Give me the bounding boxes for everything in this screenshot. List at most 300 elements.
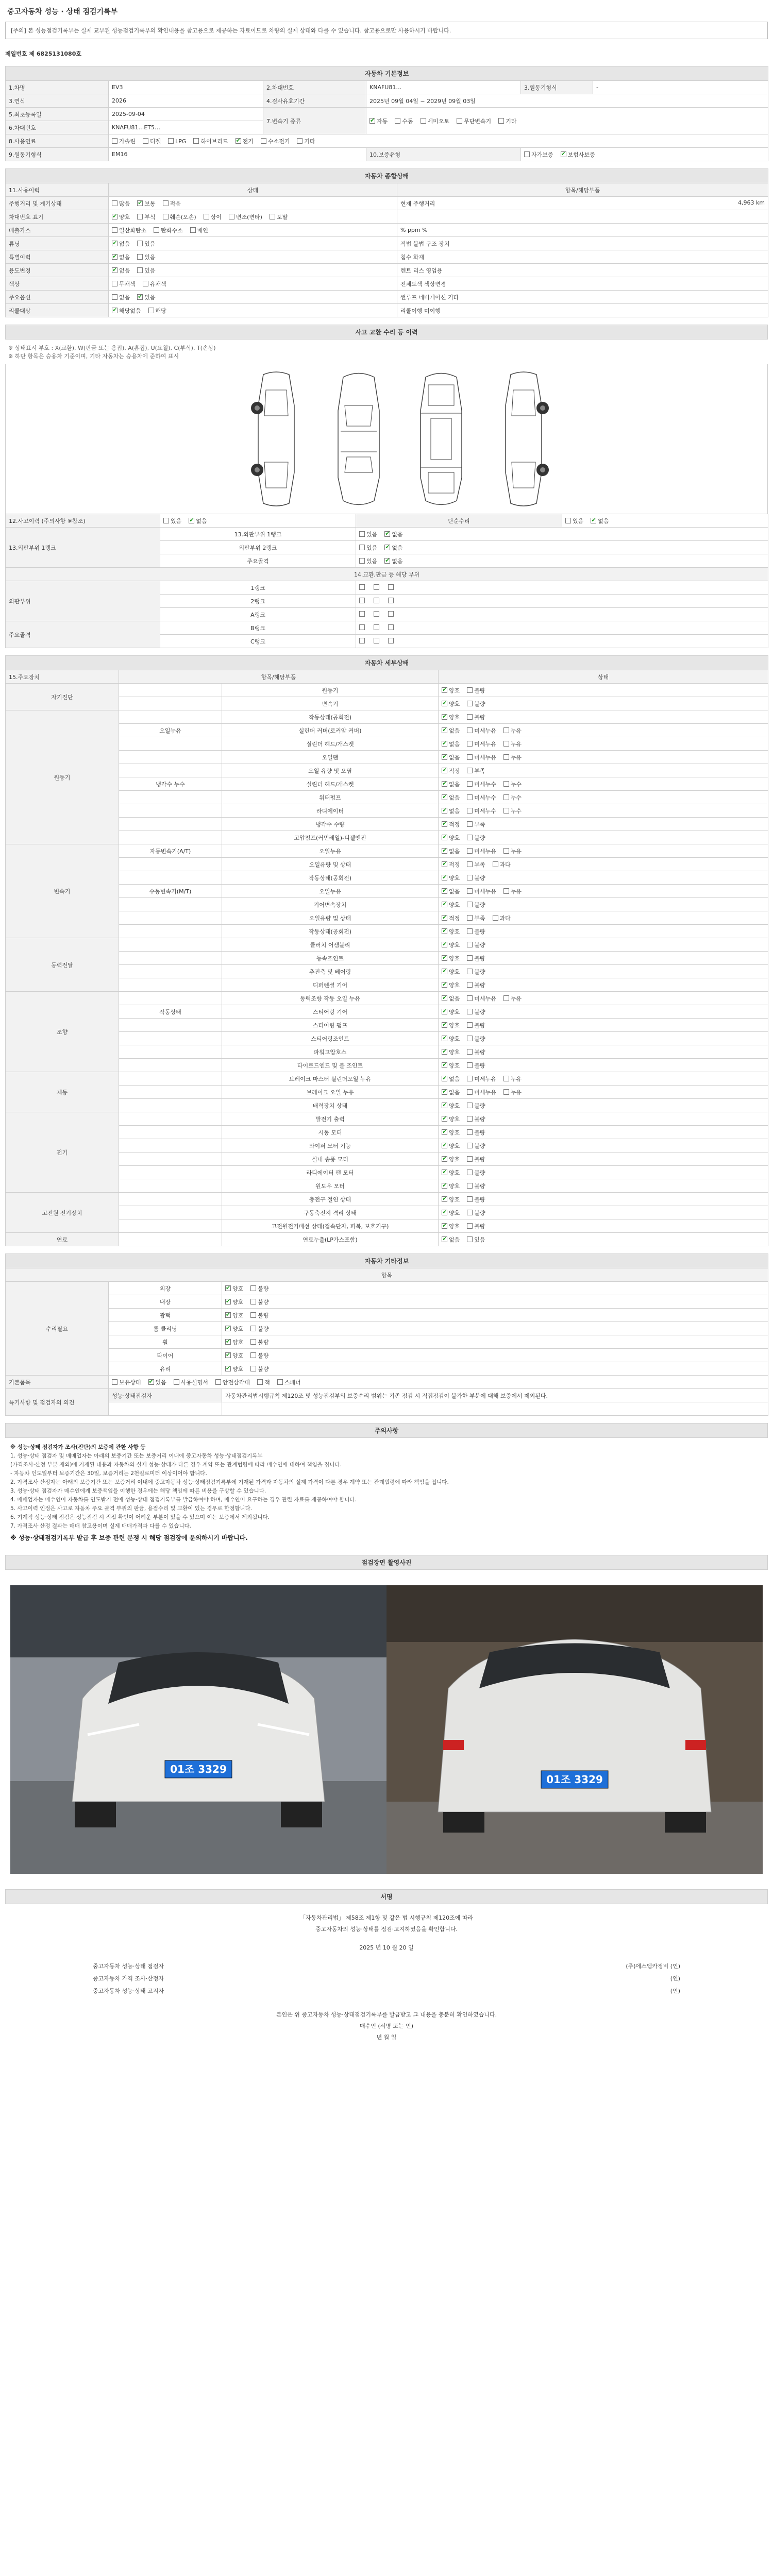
checkbox-icon[interactable] (467, 902, 473, 907)
checkbox-icon[interactable] (442, 1210, 447, 1215)
detail-state[interactable]: 미세누유 (467, 848, 496, 855)
detail-state[interactable]: ✔ 양호 (442, 902, 460, 908)
general-option[interactable]: 있음 (137, 267, 155, 274)
detail-state[interactable]: ✔ 없음 (442, 727, 460, 734)
general-option[interactable]: 유채색 (143, 281, 166, 287)
exchange[interactable] (374, 638, 381, 645)
checkbox-icon[interactable] (442, 915, 447, 921)
detail-state[interactable]: 불량 (467, 969, 485, 975)
checkbox-icon[interactable] (457, 118, 462, 124)
checkbox-icon[interactable] (467, 1062, 473, 1068)
checkbox-icon[interactable] (467, 942, 473, 947)
general-option[interactable]: 변조(변타) (229, 214, 262, 221)
checkbox-icon[interactable] (148, 308, 154, 313)
detail-state[interactable]: ✔ 양호 (442, 701, 460, 707)
other[interactable]: ✔ 양호 (225, 1299, 243, 1306)
checkbox-icon[interactable] (442, 835, 447, 840)
detail-state[interactable]: 불량 (467, 1103, 485, 1109)
detail-state[interactable]: 불량 (467, 1210, 485, 1216)
checkbox-icon[interactable] (467, 781, 473, 787)
checkbox-icon[interactable] (591, 518, 596, 523)
detail-state[interactable]: 불량 (467, 1049, 485, 1056)
checkbox-icon[interactable] (442, 1129, 447, 1135)
detail-state[interactable]: ✔ 양호 (442, 1049, 460, 1056)
checkbox-icon[interactable] (112, 241, 117, 246)
detail-state[interactable]: 누유 (503, 727, 522, 734)
checkbox-icon[interactable] (215, 1379, 221, 1385)
checkbox-icon[interactable] (359, 638, 365, 643)
checkbox-icon[interactable] (503, 995, 509, 1001)
checkbox-icon[interactable] (388, 638, 394, 643)
detail-state[interactable]: 불량 (467, 714, 485, 721)
checkbox-icon[interactable] (277, 1379, 283, 1385)
other[interactable]: 불량 (250, 1299, 268, 1306)
repair-option[interactable]: ✔ 없음 (591, 518, 609, 524)
general-option[interactable]: 훼손(오손) (163, 214, 196, 221)
general-option[interactable]: 탄화수소 (154, 227, 183, 234)
detail-state[interactable]: 불량 (467, 1196, 485, 1203)
detail-state[interactable]: ✔ 양호 (442, 1129, 460, 1136)
detail-state[interactable]: 누유 (503, 1076, 522, 1082)
detail-state[interactable]: 누유 (503, 754, 522, 761)
exchange[interactable] (388, 598, 395, 604)
detail-state[interactable]: ✔ 없음 (442, 1236, 460, 1243)
checkbox-icon[interactable] (137, 254, 143, 260)
checkbox-icon[interactable] (442, 1036, 447, 1041)
checkbox-icon[interactable] (467, 835, 473, 840)
checkbox-icon[interactable] (297, 138, 303, 144)
detail-state[interactable]: ✔ 양호 (442, 1170, 460, 1176)
checkbox-icon[interactable] (503, 848, 509, 854)
detail-state[interactable]: ✔ 적정 (442, 861, 460, 868)
checkbox-icon[interactable] (467, 821, 473, 827)
checkbox-icon[interactable] (442, 794, 447, 800)
checkbox-icon[interactable] (467, 982, 473, 988)
checkbox-icon[interactable] (163, 518, 169, 523)
accident-option[interactable]: ✔ 없음 (189, 518, 207, 524)
checkbox-icon[interactable] (250, 1299, 256, 1304)
detail-state[interactable]: 불량 (467, 1129, 485, 1136)
detail-state[interactable]: ✔ 없음 (442, 808, 460, 815)
detail-state[interactable]: 미세누수 (467, 781, 496, 788)
detail-state[interactable]: ✔ 없음 (442, 794, 460, 801)
checkbox-icon[interactable] (467, 1170, 473, 1175)
detail-state[interactable]: ✔ 양호 (442, 955, 460, 962)
detail-state[interactable]: ✔ 양호 (442, 1156, 460, 1163)
exchange[interactable] (374, 598, 381, 604)
detail-state[interactable]: ✔ 양호 (442, 1062, 460, 1069)
detail-state[interactable]: 불량 (467, 902, 485, 908)
detail-state[interactable]: 미세누유 (467, 888, 496, 895)
detail-state[interactable]: 불량 (467, 1022, 485, 1029)
basic-item[interactable]: 스패너 (277, 1379, 301, 1386)
general-option[interactable]: ✔ 없음 (112, 254, 130, 261)
checkbox-icon[interactable] (442, 1236, 447, 1242)
other[interactable]: ✔ 양호 (225, 1326, 243, 1332)
other[interactable]: ✔ 양호 (225, 1352, 243, 1359)
other[interactable]: 불량 (250, 1339, 268, 1346)
checkbox-icon[interactable] (442, 1062, 447, 1068)
checkbox-icon[interactable] (359, 584, 365, 590)
checkbox-icon[interactable] (467, 955, 473, 961)
detail-state[interactable]: ✔ 양호 (442, 1183, 460, 1190)
checkbox-icon[interactable] (174, 1379, 179, 1385)
checkbox-icon[interactable] (442, 808, 447, 814)
checkbox-icon[interactable] (565, 518, 571, 523)
checkbox-icon[interactable] (163, 214, 169, 219)
checkbox-icon[interactable] (112, 308, 117, 313)
checkbox-icon[interactable] (112, 254, 117, 260)
checkbox-icon[interactable] (359, 598, 365, 603)
general-option[interactable]: 많음 (112, 200, 130, 207)
general-option[interactable]: 해당 (148, 308, 166, 314)
checkbox-icon[interactable] (168, 138, 174, 144)
checkbox-icon[interactable] (189, 518, 194, 523)
checkbox-icon[interactable] (442, 1009, 447, 1014)
detail-state[interactable]: 불량 (467, 1223, 485, 1230)
checkbox-icon[interactable] (143, 281, 148, 286)
basic-item[interactable]: 안전삼각대 (215, 1379, 250, 1386)
detail-state[interactable]: 누수 (503, 808, 522, 815)
detail-state[interactable]: ✔ 양호 (442, 1210, 460, 1216)
checkbox-icon[interactable] (503, 754, 509, 760)
checkbox-icon[interactable] (467, 969, 473, 974)
checkbox-icon[interactable] (467, 928, 473, 934)
checkbox-icon[interactable] (204, 214, 209, 219)
general-option[interactable]: ✔ 보통 (137, 200, 155, 207)
checkbox-icon[interactable] (503, 794, 509, 800)
detail-state[interactable]: ✔ 양호 (442, 875, 460, 882)
fuel-option[interactable]: 기타 (297, 138, 315, 145)
detail-state[interactable]: ✔ 양호 (442, 942, 460, 948)
checkbox-icon[interactable] (148, 1379, 154, 1385)
detail-state[interactable]: 불량 (467, 687, 485, 694)
checkbox-icon[interactable] (112, 200, 117, 206)
checkbox-icon[interactable] (467, 1156, 473, 1162)
checkbox-icon[interactable] (467, 714, 473, 720)
checkbox-icon[interactable] (467, 1196, 473, 1202)
checkbox-icon[interactable] (369, 118, 375, 124)
detail-state[interactable]: 불량 (467, 1156, 485, 1163)
checkbox-icon[interactable] (388, 584, 394, 590)
checkbox-icon[interactable] (498, 118, 504, 124)
checkbox-icon[interactable] (493, 915, 498, 921)
transmission-option[interactable]: 기타 (498, 118, 516, 125)
checkbox-icon[interactable] (225, 1285, 231, 1291)
checkbox-icon[interactable] (137, 200, 143, 206)
checkbox-icon[interactable] (225, 1352, 231, 1358)
detail-state[interactable]: ✔ 양호 (442, 928, 460, 935)
general-option[interactable]: 일산화탄소 (112, 227, 146, 234)
general-option[interactable]: ✔ 없음 (112, 267, 130, 274)
detail-state[interactable]: 누수 (503, 794, 522, 801)
checkbox-icon[interactable] (467, 1116, 473, 1122)
detail-state[interactable]: ✔ 양호 (442, 982, 460, 989)
checkbox-icon[interactable] (388, 624, 394, 630)
exchange[interactable] (359, 598, 366, 604)
checkbox-icon[interactable] (442, 969, 447, 974)
basic-item[interactable]: 잭 (257, 1379, 270, 1386)
checkbox-icon[interactable] (261, 138, 266, 144)
detail-state[interactable]: 부족 (467, 768, 485, 774)
checkbox-icon[interactable] (442, 861, 447, 867)
detail-state[interactable]: 불량 (467, 982, 485, 989)
checkbox-icon[interactable] (225, 1299, 231, 1304)
checkbox-icon[interactable] (250, 1312, 256, 1318)
detail-state[interactable]: 불량 (467, 1170, 485, 1176)
checkbox-icon[interactable] (112, 267, 117, 273)
detail-state[interactable]: 누유 (503, 848, 522, 855)
detail-state[interactable]: 미세누유 (467, 727, 496, 734)
detail-state[interactable]: 과다 (493, 915, 511, 922)
checkbox-icon[interactable] (467, 794, 473, 800)
checkbox-icon[interactable] (442, 781, 447, 787)
exchange[interactable] (388, 584, 395, 591)
detail-state[interactable]: ✔ 적정 (442, 821, 460, 828)
general-option[interactable]: 부식 (137, 214, 155, 221)
checkbox-icon[interactable] (374, 598, 379, 603)
fuel-option[interactable]: 수소전기 (261, 138, 290, 145)
transmission-option[interactable]: 세미오토 (421, 118, 450, 125)
checkbox-icon[interactable] (467, 1236, 473, 1242)
checkbox-icon[interactable] (137, 294, 143, 300)
exchange[interactable] (388, 624, 395, 631)
detail-state[interactable]: 미세누수 (467, 808, 496, 815)
other[interactable]: ✔ 양호 (225, 1366, 243, 1372)
accident-option[interactable]: 있음 (163, 518, 181, 524)
detail-state[interactable]: 미세누유 (467, 995, 496, 1002)
general-option[interactable]: ✔ 해당없음 (112, 308, 141, 314)
exchange[interactable] (374, 584, 381, 591)
checkbox-icon[interactable] (112, 294, 117, 300)
checkbox-icon[interactable] (467, 1103, 473, 1108)
exchange[interactable] (359, 584, 366, 591)
general-option[interactable]: 적음 (163, 200, 181, 207)
detail-state[interactable]: 불량 (467, 955, 485, 962)
repair-option[interactable]: 있음 (565, 518, 583, 524)
detail-state[interactable]: ✔ 양호 (442, 1143, 460, 1149)
other[interactable]: 불량 (250, 1285, 268, 1292)
checkbox-icon[interactable] (467, 915, 473, 921)
checkbox-icon[interactable] (442, 928, 447, 934)
checkbox-icon[interactable] (137, 241, 143, 246)
detail-state[interactable]: ✔ 없음 (442, 781, 460, 788)
checkbox-icon[interactable] (467, 741, 473, 747)
checkbox-icon[interactable] (442, 754, 447, 760)
checkbox-icon[interactable] (493, 861, 498, 867)
checkbox-icon[interactable] (442, 1103, 447, 1108)
checkbox-icon[interactable] (374, 638, 379, 643)
checkbox-icon[interactable] (250, 1352, 256, 1358)
checkbox-icon[interactable] (467, 1223, 473, 1229)
checkbox-icon[interactable] (112, 227, 117, 233)
detail-state[interactable]: 과다 (493, 861, 511, 868)
checkbox-icon[interactable] (442, 955, 447, 961)
other[interactable]: 불량 (250, 1326, 268, 1332)
general-option[interactable]: 도말 (270, 214, 288, 221)
general-option[interactable]: ✔ 있음 (137, 294, 155, 301)
checkbox-icon[interactable] (112, 214, 117, 219)
checkbox-icon[interactable] (442, 942, 447, 947)
detail-state[interactable]: 미세누유 (467, 1076, 496, 1082)
checkbox-icon[interactable] (225, 1339, 231, 1345)
detail-state[interactable]: ✔ 없음 (442, 995, 460, 1002)
detail-state[interactable]: 불량 (467, 942, 485, 948)
checkbox-icon[interactable] (112, 1379, 117, 1385)
checkbox-icon[interactable] (236, 138, 241, 144)
detail-state[interactable]: 불량 (467, 928, 485, 935)
checkbox-icon[interactable] (467, 1036, 473, 1041)
detail-state[interactable]: 누유 (503, 1089, 522, 1096)
detail-state[interactable]: 불량 (467, 1009, 485, 1015)
detail-state[interactable]: 불량 (467, 1116, 485, 1123)
detail-state[interactable]: 부족 (467, 861, 485, 868)
detail-state[interactable]: ✔ 없음 (442, 888, 460, 895)
checkbox-icon[interactable] (225, 1312, 231, 1318)
exchange[interactable] (359, 638, 366, 645)
checkbox-icon[interactable] (359, 624, 365, 630)
general-option[interactable]: 무채색 (112, 281, 136, 287)
checkbox-icon[interactable] (112, 138, 117, 144)
checkbox-icon[interactable] (112, 281, 117, 286)
general-option[interactable]: ✔ 양호 (112, 214, 130, 221)
checkbox-icon[interactable] (467, 1022, 473, 1028)
basic-item[interactable]: 보유상태 (112, 1379, 141, 1386)
detail-state[interactable]: ✔ 양호 (442, 1116, 460, 1123)
detail-state[interactable]: 미세누유 (467, 754, 496, 761)
detail-state[interactable]: ✔ 양호 (442, 687, 460, 694)
checkbox-icon[interactable] (154, 227, 159, 233)
detail-state[interactable]: 불량 (467, 835, 485, 841)
checkbox-icon[interactable] (395, 118, 400, 124)
checkbox-icon[interactable] (374, 611, 379, 617)
detail-state[interactable]: 있음 (467, 1236, 485, 1243)
checkbox-icon[interactable] (442, 1049, 447, 1055)
checkbox-icon[interactable] (467, 1089, 473, 1095)
checkbox-icon[interactable] (503, 888, 509, 894)
fuel-option[interactable]: 가솔린 (112, 138, 136, 145)
checkbox-icon[interactable] (442, 1089, 447, 1095)
checkbox-icon[interactable] (442, 1196, 447, 1202)
checkbox-icon[interactable] (561, 151, 566, 157)
general-option[interactable]: 매연 (190, 227, 208, 234)
detail-state[interactable]: 불량 (467, 1036, 485, 1042)
detail-state[interactable]: ✔ 없음 (442, 754, 460, 761)
other[interactable]: ✔ 양호 (225, 1312, 243, 1319)
fuel-option[interactable]: ✔ 전기 (236, 138, 254, 145)
checkbox-icon[interactable] (442, 1143, 447, 1148)
detail-state[interactable]: 불량 (467, 875, 485, 882)
other[interactable]: 불량 (250, 1312, 268, 1319)
checkbox-icon[interactable] (190, 227, 196, 233)
general-option[interactable]: 없음 (112, 294, 130, 301)
fuel-option[interactable]: LPG (168, 138, 186, 145)
detail-state[interactable]: ✔ 없음 (442, 741, 460, 748)
detail-state[interactable]: ✔ 양호 (442, 835, 460, 841)
warranty-option[interactable]: 자가보증 (524, 151, 553, 158)
checkbox-icon[interactable] (442, 821, 447, 827)
checkbox-icon[interactable] (467, 848, 473, 854)
exchange[interactable] (359, 624, 366, 631)
checkbox-icon[interactable] (137, 267, 143, 273)
detail-state[interactable]: 미세누수 (467, 794, 496, 801)
general-option[interactable]: 있음 (137, 254, 155, 261)
checkbox-icon[interactable] (442, 714, 447, 720)
checkbox-icon[interactable] (388, 611, 394, 617)
warranty-option[interactable]: ✔ 보험사보증 (561, 151, 595, 158)
checkbox-icon[interactable] (163, 200, 169, 206)
checkbox-icon[interactable] (467, 701, 473, 706)
checkbox-icon[interactable] (442, 875, 447, 880)
checkbox-icon[interactable] (250, 1285, 256, 1291)
detail-state[interactable]: 미세누유 (467, 741, 496, 748)
checkbox-icon[interactable] (467, 1009, 473, 1014)
checkbox-icon[interactable] (442, 995, 447, 1001)
checkbox-icon[interactable] (503, 727, 509, 733)
checkbox-icon[interactable] (421, 118, 426, 124)
checkbox-icon[interactable] (225, 1326, 231, 1331)
exchange[interactable] (374, 611, 381, 618)
checkbox-icon[interactable] (442, 1116, 447, 1122)
fuel-option[interactable]: 디젤 (143, 138, 161, 145)
general-option[interactable]: 상이 (204, 214, 222, 221)
detail-state[interactable]: ✔ 양호 (442, 1223, 460, 1230)
checkbox-icon[interactable] (467, 1183, 473, 1189)
detail-state[interactable]: ✔ 양호 (442, 969, 460, 975)
checkbox-icon[interactable] (467, 687, 473, 693)
other[interactable]: 불량 (250, 1352, 268, 1359)
checkbox-icon[interactable] (442, 1183, 447, 1189)
detail-state[interactable]: 부족 (467, 915, 485, 922)
checkbox-icon[interactable] (374, 584, 379, 590)
checkbox-icon[interactable] (250, 1339, 256, 1345)
checkbox-icon[interactable] (442, 701, 447, 706)
detail-state[interactable]: 불량 (467, 701, 485, 707)
checkbox-icon[interactable] (270, 214, 275, 219)
fuel-option[interactable]: 하이브리드 (193, 138, 228, 145)
detail-state[interactable]: 부족 (467, 821, 485, 828)
transmission-option[interactable]: 수동 (395, 118, 413, 125)
detail-state[interactable]: ✔ 적정 (442, 768, 460, 774)
detail-state[interactable]: ✔ 양호 (442, 1103, 460, 1109)
checkbox-icon[interactable] (250, 1326, 256, 1331)
checkbox-icon[interactable] (229, 214, 234, 219)
checkbox-icon[interactable] (442, 1170, 447, 1175)
basic-item[interactable]: ✔ 있음 (148, 1379, 166, 1386)
checkbox-icon[interactable] (442, 1156, 447, 1162)
other[interactable]: 불량 (250, 1366, 268, 1372)
checkbox-icon[interactable] (503, 1089, 509, 1095)
other[interactable]: ✔ 양호 (225, 1285, 243, 1292)
checkbox-icon[interactable] (467, 1143, 473, 1148)
checkbox-icon[interactable] (388, 598, 394, 603)
checkbox-icon[interactable] (442, 982, 447, 988)
detail-state[interactable]: ✔ 없음 (442, 1076, 460, 1082)
transmission-option[interactable]: ✔ 자동 (369, 118, 388, 125)
checkbox-icon[interactable] (374, 624, 379, 630)
detail-state[interactable]: 불량 (467, 1183, 485, 1190)
checkbox-icon[interactable] (467, 888, 473, 894)
checkbox-icon[interactable] (503, 781, 509, 787)
checkbox-icon[interactable] (467, 875, 473, 880)
detail-state[interactable]: 불량 (467, 1143, 485, 1149)
detail-state[interactable]: ✔ 양호 (442, 1009, 460, 1015)
checkbox-icon[interactable] (442, 1223, 447, 1229)
checkbox-icon[interactable] (467, 727, 473, 733)
exchange[interactable] (388, 611, 395, 618)
checkbox-icon[interactable] (467, 754, 473, 760)
checkbox-icon[interactable] (467, 995, 473, 1001)
